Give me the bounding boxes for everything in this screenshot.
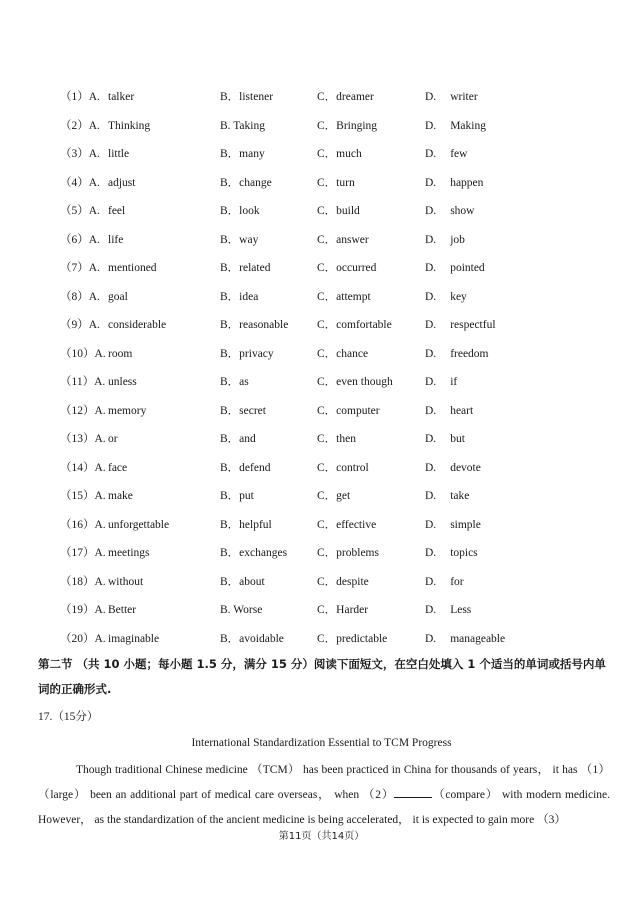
option-row [60, 371, 620, 400]
option-d-letter: D. [425, 347, 437, 360]
option-d [425, 457, 481, 479]
option-b: B．many [220, 148, 265, 160]
option-d [425, 371, 457, 393]
option-d-letter: D. [425, 433, 437, 445]
option-d [425, 514, 481, 536]
option-c: C．problems [317, 547, 379, 559]
option-number: （16）A. [60, 518, 106, 531]
option-number: （15）A. [60, 490, 106, 502]
option-number: （7）A. [60, 262, 100, 274]
option-number: （20）A. [60, 632, 106, 645]
option-d-text: take [450, 490, 470, 502]
option-row [60, 542, 620, 571]
option-a: meetings [108, 547, 150, 559]
passage-text-part1: Though traditional Chinese medicine （TCM） has been practiced in China for thousands of years， it has （1）（large） been an additional part of medical care overseas， when （2） [38, 764, 610, 801]
option-d [425, 485, 469, 507]
option-b: B．exchanges [220, 547, 288, 559]
option-row [60, 115, 620, 144]
option-a: Thinking [108, 119, 151, 132]
option-number: （8）A. [60, 290, 100, 303]
option-d [425, 86, 478, 108]
option-number: （3）A. [60, 148, 100, 160]
option-d-text: devote [450, 461, 481, 474]
option-c: C．Bringing [317, 119, 378, 132]
option-a: face [108, 461, 128, 474]
option-c: C．much [317, 148, 362, 160]
option-a: little [108, 148, 130, 160]
option-number: （17）A. [60, 547, 106, 559]
option-row [60, 229, 620, 258]
option-number: （10）A. [60, 347, 106, 360]
option-d [425, 343, 489, 365]
option-d-letter: D. [425, 547, 437, 559]
option-row [60, 571, 620, 600]
option-b: B. Taking [220, 119, 265, 132]
option-d [425, 200, 474, 222]
option-d-text: key [450, 290, 467, 303]
passage-title: International Standardization Essential to TCM Progress [191, 737, 452, 749]
option-row [60, 514, 620, 543]
option-a: or [108, 433, 118, 445]
option-d-text: writer [450, 91, 478, 103]
option-c: C．effective [317, 518, 377, 531]
option-c: C．chance [317, 347, 369, 360]
option-c: C．predictable [317, 632, 388, 645]
option-d [425, 542, 478, 564]
option-d [425, 628, 505, 650]
option-d-letter: D. [425, 319, 437, 331]
option-d-letter: D. [425, 290, 437, 303]
option-c: C．answer [317, 233, 369, 246]
option-number: （18）A. [60, 575, 106, 588]
options-list [60, 86, 620, 656]
option-d [425, 400, 473, 422]
section-heading: 第二节 （共 10 小题；每小题 1.5 分，满分 15 分）阅读下面短文，在空白处填入 1 个适当的单词或括号内单词的正确形式. [38, 657, 606, 696]
option-a: make [108, 490, 133, 502]
option-c: C．dreamer [317, 91, 374, 103]
option-a: mentioned [108, 262, 157, 274]
option-c: C．occurred [317, 262, 377, 274]
option-c: C．control [317, 461, 369, 474]
option-c: C．comfortable [317, 319, 392, 331]
option-d [425, 599, 471, 621]
option-d-letter: D. [425, 404, 437, 417]
option-number: （4）A. [60, 176, 100, 189]
option-number: （2）A. [60, 119, 100, 132]
option-d [425, 172, 483, 194]
option-b: B．put [220, 490, 254, 502]
page-footer: 第11页（共14页） [278, 831, 365, 842]
option-d-letter: D. [425, 119, 437, 132]
option-b: B．avoidable [220, 632, 284, 645]
option-c: C．even though [317, 376, 393, 388]
passage-text-part2: （compare） with modern medicine. However， as the standardization of the ancient medicine is being accelerated， it is expected to gain more （3） [38, 789, 611, 826]
option-row [60, 86, 620, 115]
option-a: memory [108, 404, 147, 417]
option-a: imaginable [108, 632, 160, 645]
option-a: goal [108, 290, 128, 303]
option-d-text: simple [450, 518, 481, 531]
passage-paragraph [38, 758, 610, 833]
option-d-text: topics [450, 547, 478, 559]
option-a: feel [108, 205, 126, 217]
option-d-text: freedom [450, 347, 489, 360]
option-d-letter: D. [425, 205, 437, 217]
option-number: （6）A. [60, 233, 100, 246]
option-b: B．reasonable [220, 319, 289, 331]
option-d-text: if [450, 376, 458, 388]
option-d-text: manageable [450, 632, 506, 645]
option-d-text: job [450, 233, 465, 246]
option-row [60, 457, 620, 486]
option-a: life [108, 233, 124, 246]
option-d-letter: D. [425, 518, 437, 531]
option-d-text: respectful [450, 319, 496, 331]
option-d [425, 314, 496, 336]
option-c: C．build [317, 205, 360, 217]
option-d-letter: D. [425, 176, 437, 189]
option-b: B．related [220, 262, 271, 274]
option-d-letter: D. [425, 632, 437, 645]
option-d-text: show [450, 205, 475, 217]
option-row [60, 428, 620, 457]
option-row [60, 286, 620, 315]
option-d [425, 571, 464, 593]
option-b: B．secret [220, 404, 266, 417]
option-d [425, 115, 486, 137]
option-d-text: pointed [450, 262, 485, 274]
option-c: C．turn [317, 176, 355, 189]
option-a: unforgettable [108, 518, 170, 531]
option-b: B．helpful [220, 518, 272, 531]
option-b: B．defend [220, 461, 271, 474]
option-d-text: but [450, 433, 465, 445]
option-row [60, 485, 620, 514]
option-b: B．idea [220, 290, 259, 303]
option-d-text: for [450, 575, 464, 588]
option-d-text: few [450, 148, 468, 160]
option-row [60, 599, 620, 628]
option-b: B．look [220, 205, 260, 217]
option-b: B. Worse [220, 604, 263, 616]
option-d-letter: D. [425, 91, 437, 103]
option-c: C．despite [317, 575, 369, 588]
option-number: （13）A. [60, 433, 106, 445]
option-c: C．then [317, 433, 356, 445]
option-row [60, 257, 620, 286]
option-c: C．Harder [317, 604, 369, 616]
option-number: （9）A. [60, 319, 100, 331]
option-a: talker [108, 91, 135, 103]
option-d-letter: D. [425, 604, 437, 616]
option-c: C．computer [317, 404, 380, 417]
option-number: （11）A. [60, 376, 106, 388]
option-d-text: heart [450, 404, 474, 417]
option-d [425, 143, 467, 165]
option-a: room [108, 347, 133, 360]
option-b: B．listener [220, 91, 274, 103]
option-a: without [108, 575, 144, 588]
option-d-letter: D. [425, 376, 437, 388]
option-b: B．privacy [220, 347, 274, 360]
option-d-text: Less [450, 604, 472, 616]
option-d-letter: D. [425, 148, 437, 160]
option-a: considerable [108, 319, 167, 331]
option-row [60, 143, 620, 172]
option-b: B．as [220, 376, 249, 388]
option-row [60, 172, 620, 201]
option-d [425, 229, 465, 251]
option-number: （12）A. [60, 404, 106, 417]
option-d-letter: D. [425, 490, 437, 502]
option-row [60, 314, 620, 343]
option-d-text: Making [450, 119, 486, 132]
option-d-text: happen [450, 176, 484, 189]
option-row [60, 400, 620, 429]
option-d [425, 286, 467, 308]
option-a: unless [108, 376, 137, 388]
option-d [425, 428, 465, 450]
option-number: （5）A. [60, 205, 100, 217]
option-c: C．get [317, 490, 351, 502]
option-d-letter: D. [425, 575, 437, 588]
option-c: C．attempt [317, 290, 371, 303]
option-a: Better [108, 604, 137, 616]
option-row [60, 200, 620, 229]
option-d-letter: D. [425, 461, 437, 474]
passage [38, 758, 610, 833]
option-row [60, 343, 620, 372]
option-number: （1）A. [60, 91, 100, 103]
option-number: （14）A. [60, 461, 106, 474]
option-b: B．way [220, 233, 259, 246]
option-number: （19）A. [60, 604, 106, 616]
option-b: B．and [220, 433, 256, 445]
option-d-letter: D. [425, 233, 437, 246]
question-number: 17.（15分） [38, 711, 99, 723]
option-d [425, 257, 485, 279]
answer-blank [394, 786, 432, 798]
option-d-letter: D. [425, 262, 437, 274]
option-b: B．change [220, 176, 272, 189]
option-b: B．about [220, 575, 265, 588]
option-a: adjust [108, 176, 136, 189]
